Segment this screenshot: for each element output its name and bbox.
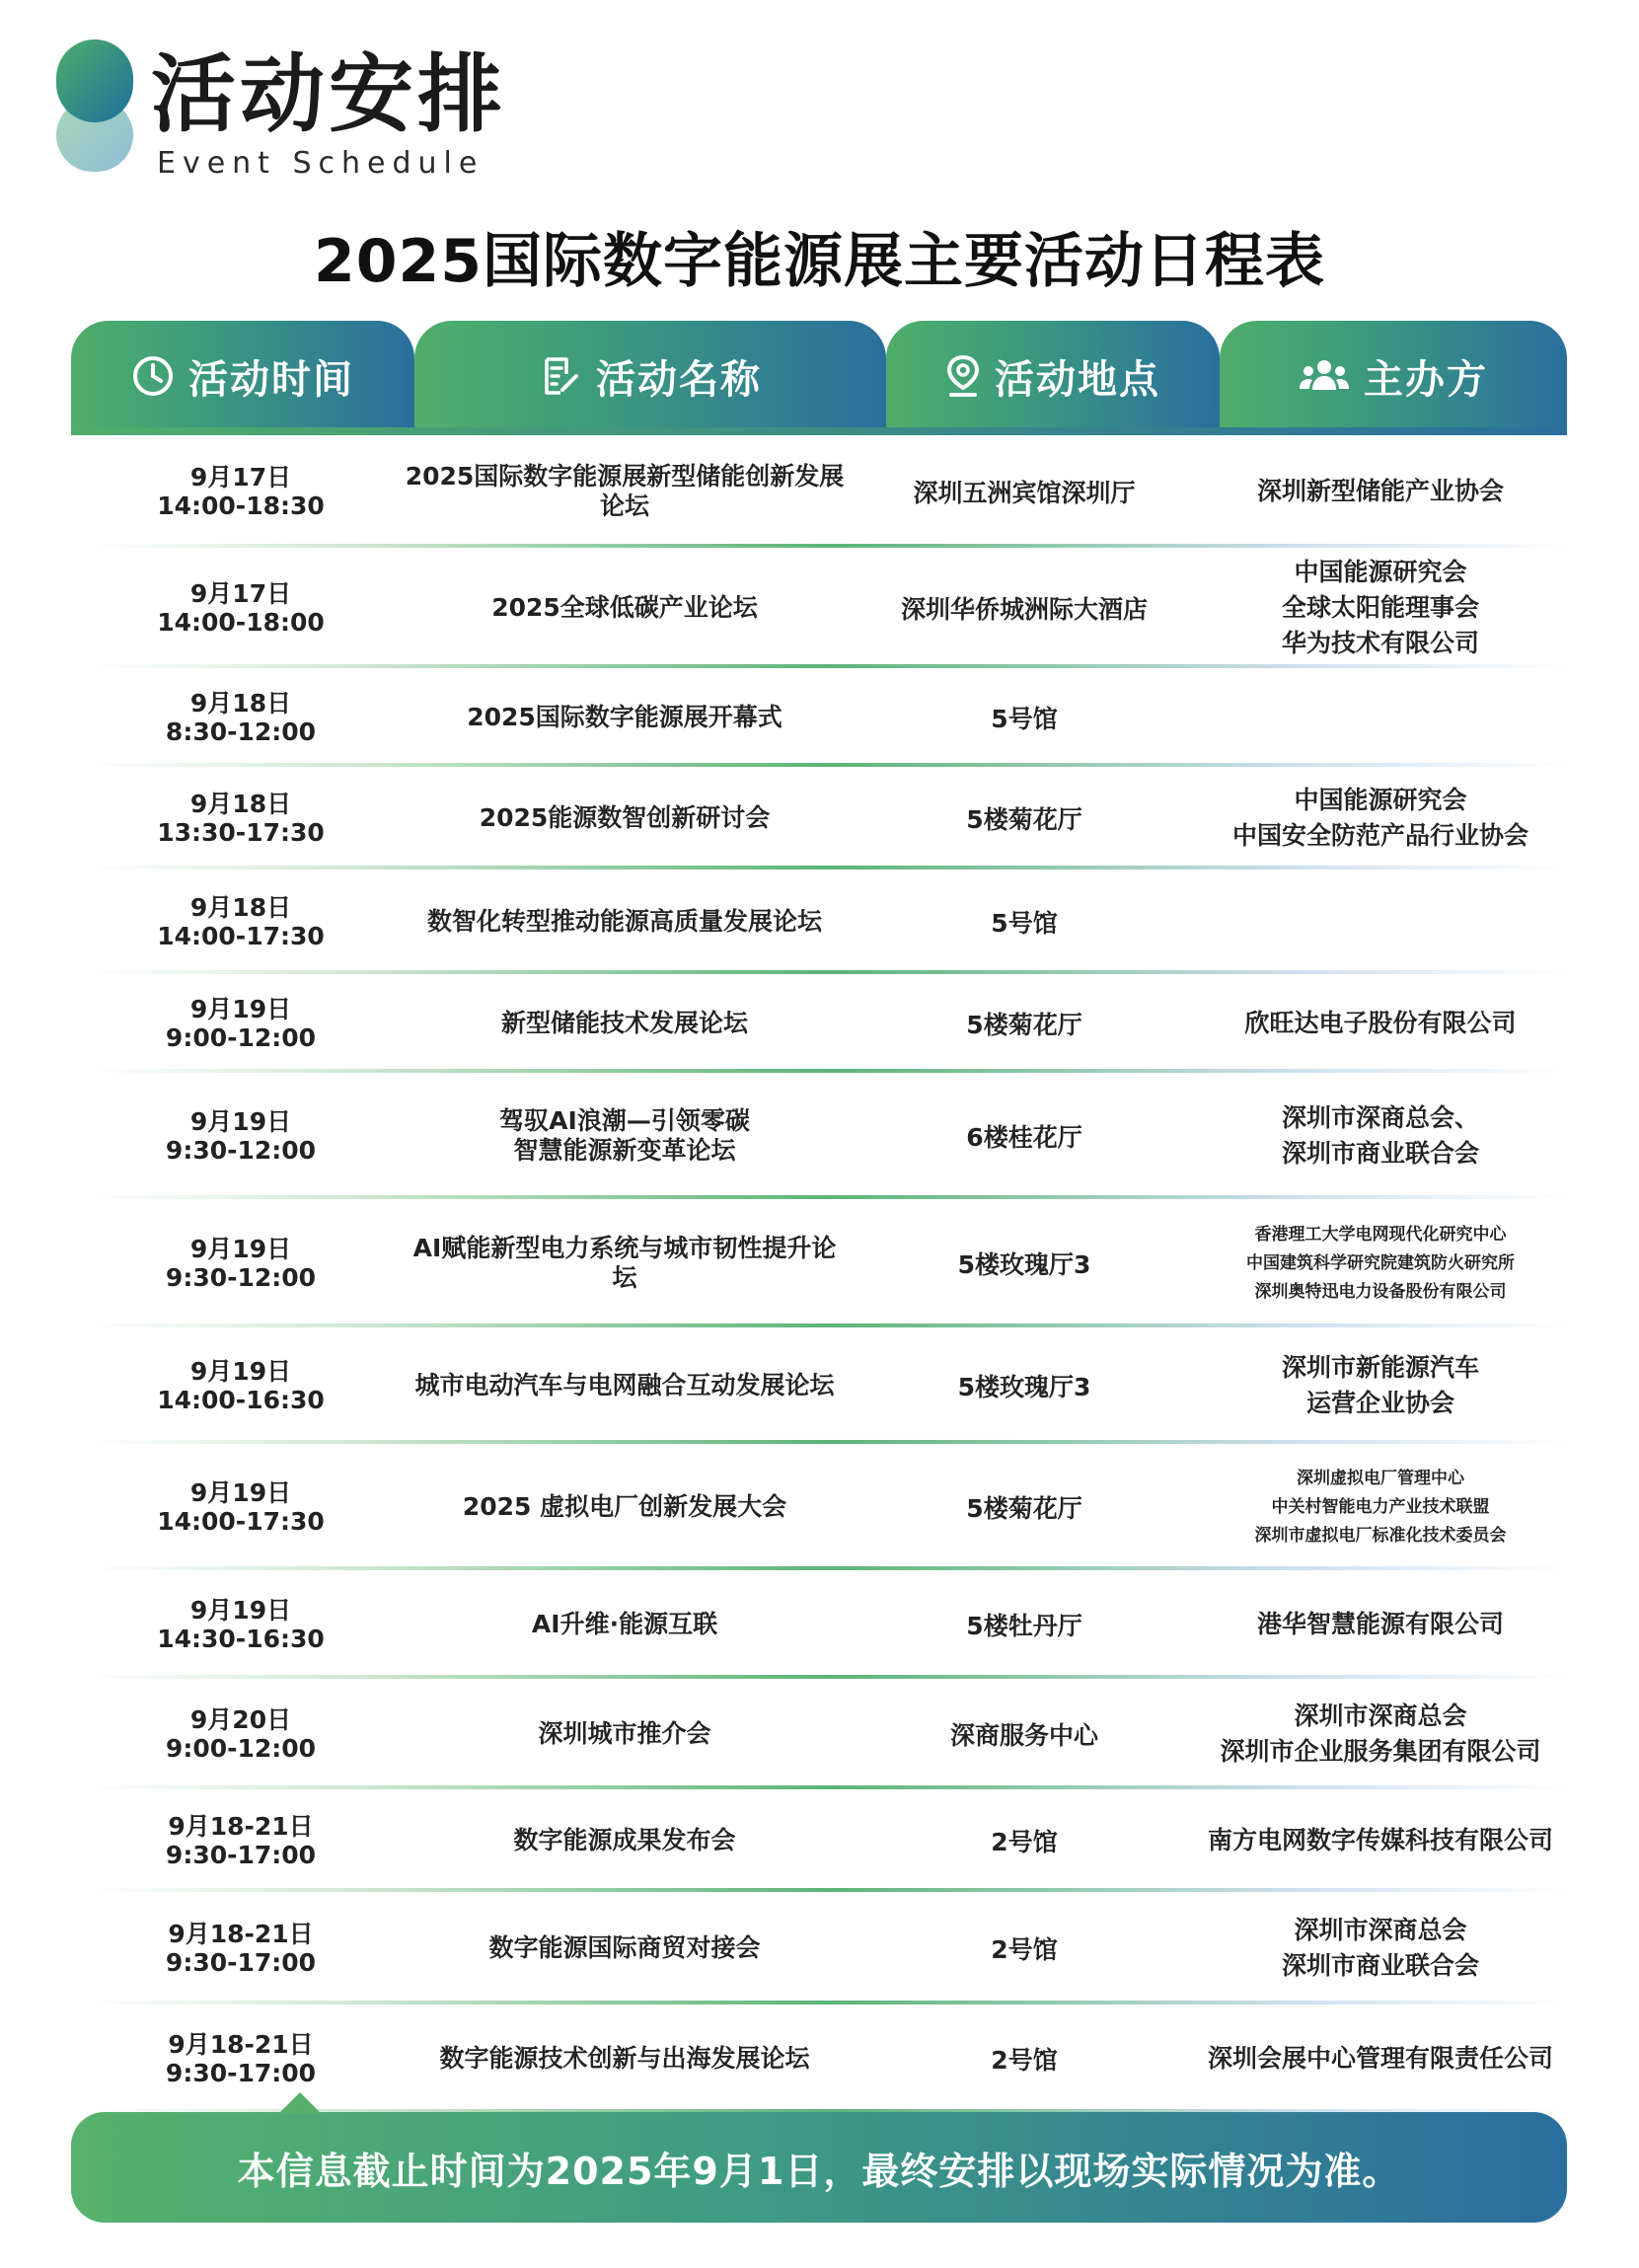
organizer-cell (1192, 1699, 1569, 1770)
column-header-name (414, 321, 886, 431)
location-cell: 6楼桂花厅 (966, 1123, 1082, 1152)
organizer-text: 深圳奥特迅电力设备股份有限公司 (1254, 1281, 1507, 1302)
event-name-cell: 数字能源国际商贸对接会 (488, 1933, 761, 1962)
brand-header (54, 38, 646, 186)
organizer-text: 深圳市新能源汽车 (1281, 1353, 1479, 1382)
event-name-cell: 城市电动汽车与电网融合互动发展论坛 (414, 1371, 835, 1399)
time-cell (89, 995, 393, 1052)
location-cell: 2号馆 (991, 1828, 1058, 1856)
table-row (89, 1199, 1569, 1327)
date-text: 9月18日 (189, 893, 292, 922)
time-cell (89, 790, 393, 847)
footer-notice: 本信息截止时间为2025年9月1日，最终安排以现场实际情况为准。 (237, 2149, 1401, 2193)
date-text: 9月17日 (189, 463, 292, 491)
location-cell: 5楼菊花厅 (966, 805, 1082, 834)
date-text: 9月19日 (189, 1596, 292, 1625)
time-cell (89, 1357, 393, 1414)
date-text: 9月18日 (189, 790, 292, 818)
organizer-cell (1192, 783, 1569, 854)
event-name-cell: 数字能源成果发布会 (513, 1826, 736, 1854)
date-text: 9月19日 (189, 1357, 292, 1386)
table-row (89, 1570, 1569, 1679)
time-text: 9:30-12:00 (165, 1263, 317, 1292)
organizer-text: 深圳市企业服务集团有限公司 (1220, 1737, 1541, 1766)
organizer-cell (1192, 1100, 1569, 1172)
location-cell: 深商服务中心 (949, 1721, 1098, 1750)
time-cell (89, 689, 393, 746)
organizer-text: 深圳会展中心管理有限责任公司 (1207, 2044, 1553, 2073)
schedule-title: 2025国际数字能源展主要活动日程表 (314, 227, 1325, 296)
date-text: 9月19日 (189, 1235, 292, 1263)
table-row (89, 767, 1569, 869)
schedule-table (89, 435, 1569, 2113)
time-cell (89, 1920, 393, 1977)
time-cell (89, 893, 393, 950)
time-cell (89, 463, 393, 520)
footer-notch (278, 2092, 322, 2114)
time-cell (89, 1596, 393, 1653)
organizer-text: 深圳市商业联合会 (1281, 1139, 1479, 1168)
organizer-text: 南方电网数字传媒科技有限公司 (1207, 1826, 1553, 1854)
date-text: 9月18-21日 (168, 1812, 314, 1841)
column-header-label: 活动名称 (596, 356, 762, 403)
event-name-cell: 2025能源数智创新研讨会 (479, 803, 771, 832)
date-text: 9月17日 (189, 579, 292, 608)
time-text: 13:30-17:30 (157, 818, 325, 847)
table-row (89, 1789, 1569, 1892)
event-name-cell: 驾驭AI浪潮—引领零碳智慧能源新变革论坛 (499, 1106, 750, 1165)
organizer-text: 欣旺达电子股份有限公司 (1244, 1009, 1517, 1037)
table-header (71, 321, 1567, 431)
time-text: 9:00-12:00 (165, 1734, 317, 1763)
table-row (89, 1327, 1569, 1444)
organizer-cell (1192, 1221, 1569, 1307)
organizer-text: 深圳市深商总会 (1294, 1701, 1467, 1730)
time-cell (89, 1235, 393, 1292)
table-row (89, 1679, 1569, 1789)
date-text: 9月18-21日 (168, 2030, 314, 2059)
organizer-cell (1192, 1823, 1569, 1858)
organizer-text: 中国建筑科学研究院建筑防火研究所 (1246, 1252, 1515, 1273)
location-cell: 5号馆 (991, 909, 1058, 938)
event-name-cell: AI升维·能源互联 (531, 1610, 718, 1638)
time-text: 9:30-17:00 (165, 2059, 317, 2087)
date-text: 9月18日 (189, 689, 292, 718)
time-cell (89, 579, 393, 637)
time-text: 14:00-16:30 (157, 1386, 325, 1414)
table-row (89, 869, 1569, 974)
logo-icon (54, 38, 143, 176)
location-cell: 2号馆 (991, 1935, 1058, 1964)
location-cell: 深圳华侨城洲际大酒店 (900, 595, 1148, 624)
time-text: 14:00-18:30 (157, 491, 325, 520)
time-cell (89, 1107, 393, 1165)
location-cell: 2号馆 (991, 2046, 1058, 2075)
time-text: 14:00-17:30 (157, 922, 325, 950)
table-row (89, 548, 1569, 668)
time-text: 14:30-16:30 (157, 1625, 325, 1653)
table-row (89, 1073, 1569, 1199)
date-text: 9月19日 (189, 995, 292, 1023)
organizer-text: 深圳市深商总会、 (1281, 1103, 1479, 1132)
location-cell: 5楼玫瑰厅3 (957, 1250, 1091, 1279)
organizer-text: 中国能源研究会 (1294, 558, 1467, 586)
document-edit-icon (539, 354, 582, 398)
column-header-label: 主办方 (1364, 356, 1488, 403)
column-header-location (886, 321, 1220, 431)
page-heading: 活动安排 (151, 45, 506, 144)
organizer-text: 中国安全防范产品行业协会 (1231, 821, 1528, 850)
time-cell (89, 1812, 393, 1869)
time-text: 14:00-18:00 (157, 608, 325, 637)
date-text: 9月20日 (189, 1705, 292, 1734)
people-icon (1299, 356, 1350, 396)
time-cell (89, 1478, 393, 1536)
date-text: 9月19日 (189, 1478, 292, 1507)
event-name-cell: 2025全球低碳产业论坛 (491, 593, 758, 622)
organizer-text: 深圳市商业联合会 (1281, 1951, 1479, 1980)
date-text: 9月19日 (189, 1107, 292, 1136)
location-cell: 5楼玫瑰厅3 (957, 1373, 1091, 1401)
time-text: 9:30-17:00 (165, 1948, 317, 1977)
column-header-label: 活动地点 (995, 356, 1160, 403)
table-row (89, 668, 1569, 767)
event-name-cell: 深圳城市推介会 (538, 1719, 711, 1748)
location-pin-icon (945, 354, 981, 398)
location-cell: 5号馆 (991, 705, 1058, 733)
event-name-cell: 2025 虚拟电厂创新发展大会 (462, 1492, 787, 1521)
organizer-text: 中国能源研究会 (1294, 786, 1467, 814)
organizer-text: 深圳新型储能产业协会 (1256, 477, 1504, 505)
organizer-text: 运营企业协会 (1305, 1389, 1454, 1417)
time-text: 9:30-12:00 (165, 1136, 317, 1165)
organizer-text: 深圳市深商总会 (1294, 1916, 1467, 1944)
organizer-cell (1192, 1006, 1569, 1041)
date-text: 9月18-21日 (168, 1920, 314, 1948)
organizer-text: 全球太阳能理事会 (1281, 593, 1479, 622)
table-row (89, 435, 1569, 548)
event-name-cell: 2025国际数字能源展新型储能创新发展论坛 (405, 462, 845, 520)
organizer-cell (1192, 555, 1569, 661)
column-header-organizer (1220, 321, 1567, 431)
organizer-cell (1192, 1350, 1569, 1421)
organizer-cell (1192, 1607, 1569, 1642)
organizer-cell (1192, 1465, 1569, 1550)
location-cell: 5楼牡丹厅 (966, 1612, 1082, 1640)
organizer-cell (1192, 474, 1569, 509)
organizer-text: 华为技术有限公司 (1281, 629, 1479, 657)
event-name-cell: AI赋能新型电力系统与城市韧性提升论坛 (412, 1234, 837, 1292)
column-header-time (71, 321, 414, 431)
organizer-cell (1192, 2041, 1569, 2077)
organizer-text: 深圳市虚拟电厂标准化技术委员会 (1254, 1525, 1507, 1546)
time-text: 9:30-17:00 (165, 1841, 317, 1869)
time-cell (89, 2030, 393, 2087)
location-cell: 5楼菊花厅 (966, 1494, 1082, 1523)
time-text: 9:00-12:00 (165, 1023, 317, 1052)
organizer-text: 港华智慧能源有限公司 (1256, 1610, 1504, 1638)
event-name-cell: 新型储能技术发展论坛 (500, 1009, 748, 1037)
event-name-cell: 数智化转型推动能源高质量发展论坛 (426, 907, 822, 936)
organizer-cell (1192, 1913, 1569, 1984)
organizer-text: 深圳虚拟电厂管理中心 (1297, 1468, 1464, 1488)
event-name-cell: 2025国际数字能源展开幕式 (467, 703, 782, 731)
organizer-text: 香港理工大学电网现代化研究中心 (1254, 1224, 1507, 1245)
time-text: 14:00-17:30 (157, 1507, 325, 1536)
clock-icon (131, 354, 175, 398)
table-row (89, 1444, 1569, 1570)
time-text: 8:30-12:00 (165, 718, 317, 746)
header-underline (71, 427, 1567, 435)
location-cell: 5楼菊花厅 (966, 1011, 1082, 1039)
footer-banner (71, 2112, 1567, 2223)
time-cell (89, 1705, 393, 1763)
page-subheading: Event Schedule (157, 146, 484, 181)
table-row (89, 974, 1569, 1073)
column-header-label: 活动时间 (188, 356, 354, 403)
event-name-cell: 数字能源技术创新与出海发展论坛 (439, 2044, 810, 2073)
location-cell: 深圳五洲宾馆深圳厅 (913, 479, 1136, 507)
table-row (89, 1892, 1569, 2004)
organizer-text: 中关村智能电力产业技术联盟 (1271, 1496, 1490, 1517)
